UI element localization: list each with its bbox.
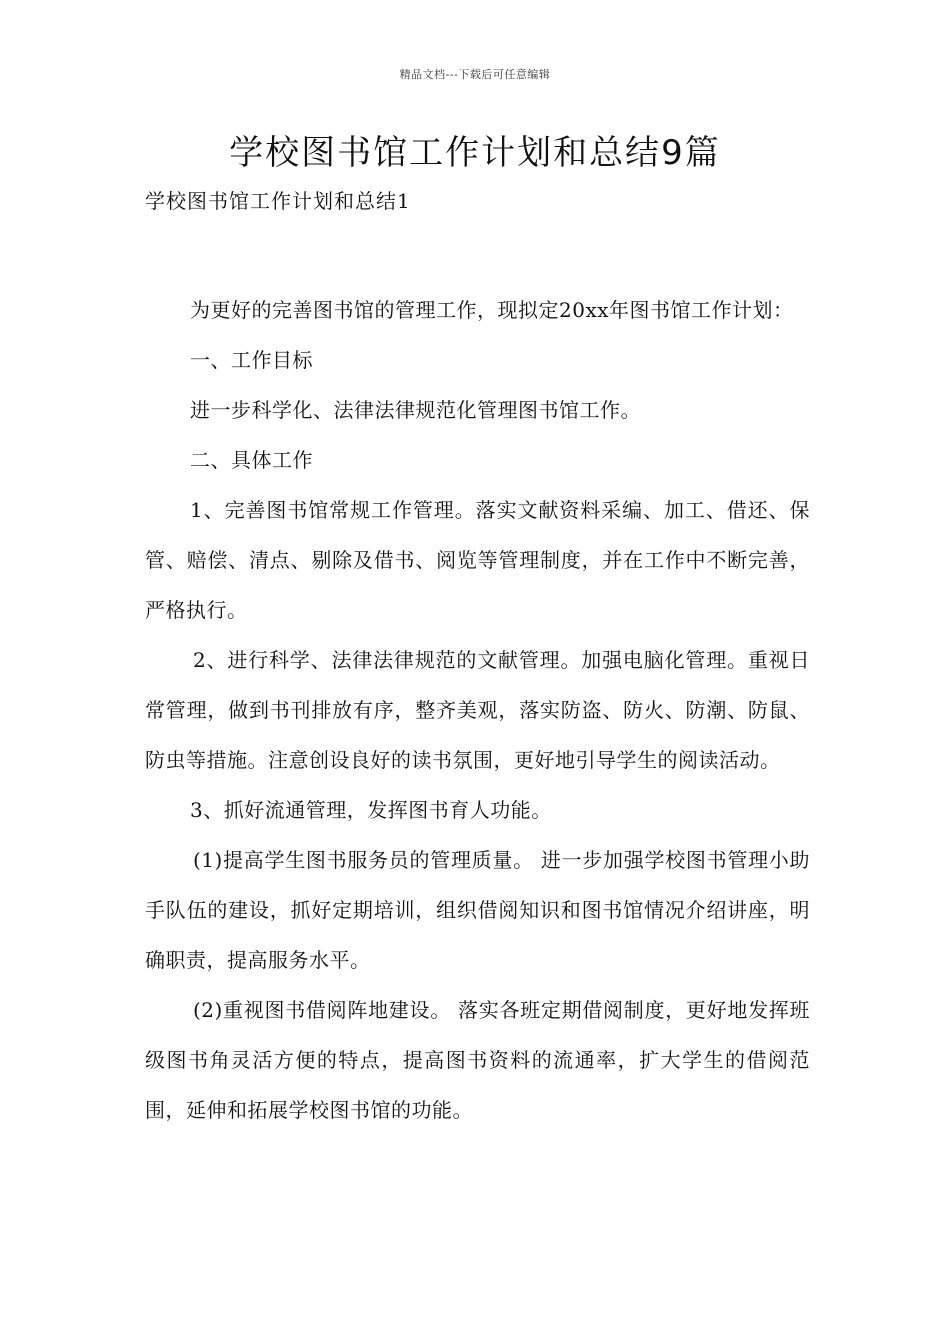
paragraph-item-1: 1、完善图书馆常规工作管理。落实文献资料采编、加工、借还、保管、赔偿、清点、剔除及借书、阅览等管理制度，并在工作中不断完善，严格执行。 xyxy=(145,498,810,622)
paragraph-item-2: 2、进行科学、法律法律规范的文献管理。加强电脑化管理。重视日常管理，做到书刊排放有序，整齐美观，落实防盗、防火、防潮、防鼠、防虫等措施。注意创设良好的读书氛围，更好地引导学生的阅读活动。 xyxy=(145,648,810,772)
paragraph-item-3-1: (1)提高学生图书服务员的管理质量。 进一步加强学校图书管理小助手队伍的建设，抓好定期培训，组织借阅知识和图书馆情况介绍讲座，明确职责，提高服务水平。 xyxy=(145,848,810,972)
paragraph-item-3-2: (2)重视图书借阅阵地建设。 落实各班定期借阅制度，更好地发挥班级图书角灵活方便的特点，提高图书资料的流通率，扩大学生的借阅范围，延伸和拓展学校图书馆的功能。 xyxy=(145,998,810,1122)
paragraph-intro: 为更好的完善图书馆的管理工作，现拟定20xx年图书馆工作计划： xyxy=(190,298,794,322)
heading-specific-work: 二、具体工作 xyxy=(190,448,313,472)
heading-work-goal: 一、工作目标 xyxy=(190,348,313,372)
section-subtitle: 学校图书馆工作计划和总结1 xyxy=(145,189,411,213)
header-note: 精品文档---下载后可任意编辑 xyxy=(399,68,551,81)
paragraph-item-3: 3、抓好流通管理，发挥图书育人功能。 xyxy=(190,798,552,822)
paragraph-goal: 进一步科学化、法律法律规范化管理图书馆工作。 xyxy=(190,398,641,422)
document-body xyxy=(145,285,810,1135)
page-title: 学校图书馆工作计划和总结9篇 xyxy=(229,133,721,173)
